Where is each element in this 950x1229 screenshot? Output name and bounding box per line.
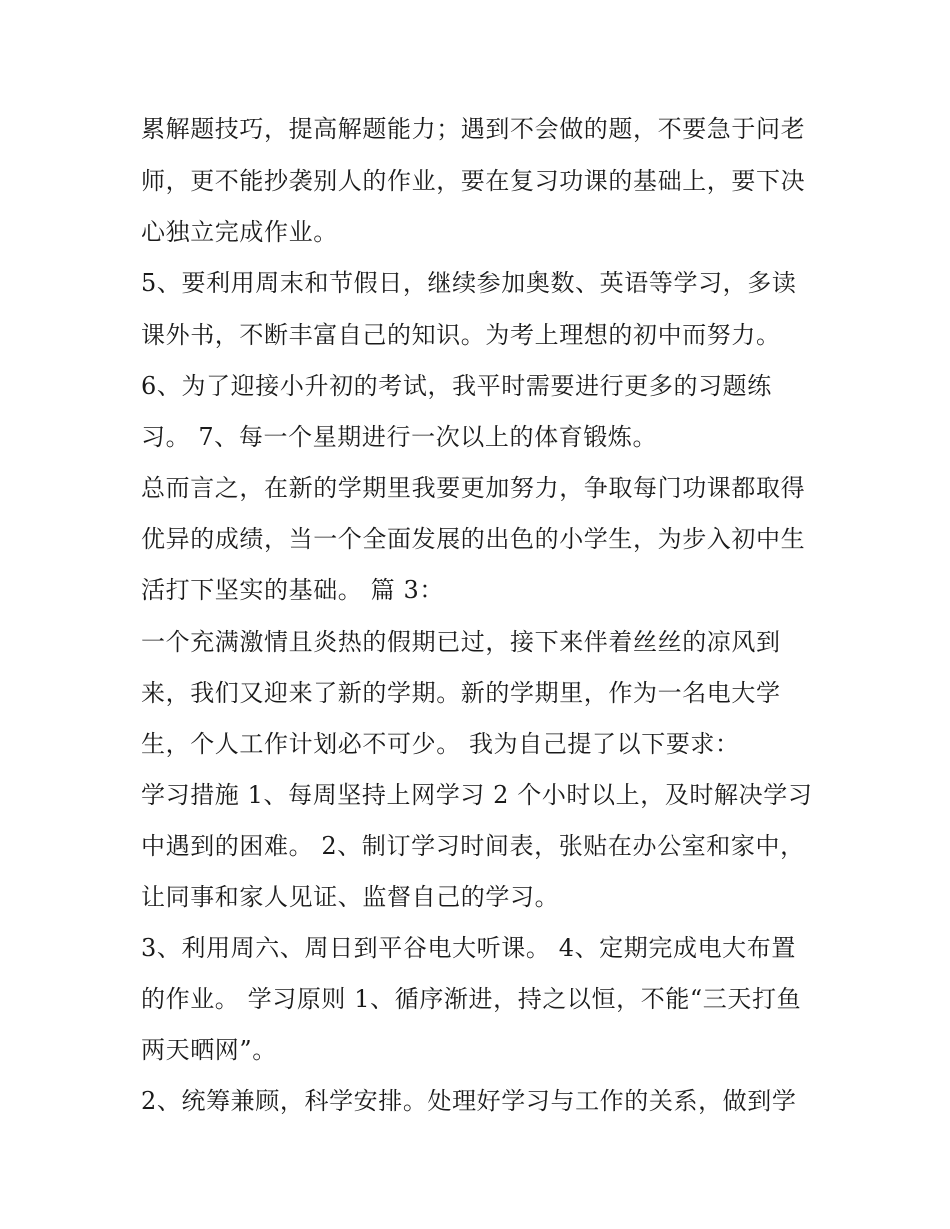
text-line: 一个充满激情且炎热的假期已过，接下来伴着丝丝的凉风到 bbox=[141, 628, 781, 656]
text-line: 学习措施 1、每周坚持上网学习 2 个小时以上，及时解决学习 bbox=[141, 781, 813, 809]
text-line: 2、统筹兼顾，科学安排。处理好学习与工作的关系，做到学 bbox=[141, 1087, 797, 1115]
text-line: 生，个人工作计划必不可少。 我为自己提了以下要求： bbox=[141, 730, 740, 758]
text-line: 师，更不能抄袭别人的作业，要在复习功课的基础上，要下决 bbox=[141, 167, 806, 195]
text-line: 让同事和家人见证、监督自己的学习。 bbox=[141, 883, 560, 911]
text-line: 两天晒网”。 bbox=[141, 1036, 277, 1064]
text-line: 5、要利用周末和节假日，继续参加奥数、英语等学习，多读 bbox=[141, 269, 797, 297]
text-line: 课外书，不断丰富自己的知识。为考上理想的初中而努力。 bbox=[141, 321, 781, 349]
text-line: 总而言之，在新的学期里我要更加努力，争取每门功课都取得 bbox=[141, 474, 806, 502]
text-line: 来，我们又迎来了新的学期。新的学期里，作为一名电大学 bbox=[141, 679, 781, 707]
text-line: 优异的成绩，当一个全面发展的出色的小学生，为步入初中生 bbox=[141, 525, 806, 553]
text-line: 3、利用周六、周日到平谷电大听课。 4、定期完成电大布置 bbox=[141, 934, 796, 962]
text-line: 的作业。 学习原则 1、循序渐进，持之以恒，不能“三天打鱼 bbox=[141, 985, 802, 1013]
text-line: 活打下坚实的基础。 篇 3： bbox=[141, 576, 444, 604]
text-line: 中遇到的困难。 2、制订学习时间表，张贴在办公室和家中， bbox=[141, 832, 805, 860]
text-line: 6、为了迎接小升初的考试，我平时需要进行更多的习题练 bbox=[141, 372, 772, 400]
text-line: 习。 7、每一个星期进行一次以上的体育锻炼。 bbox=[141, 423, 658, 451]
text-line: 累解题技巧，提高解题能力；遇到不会做的题，不要急于问老 bbox=[141, 115, 806, 143]
text-line: 心独立完成作业。 bbox=[141, 218, 338, 246]
